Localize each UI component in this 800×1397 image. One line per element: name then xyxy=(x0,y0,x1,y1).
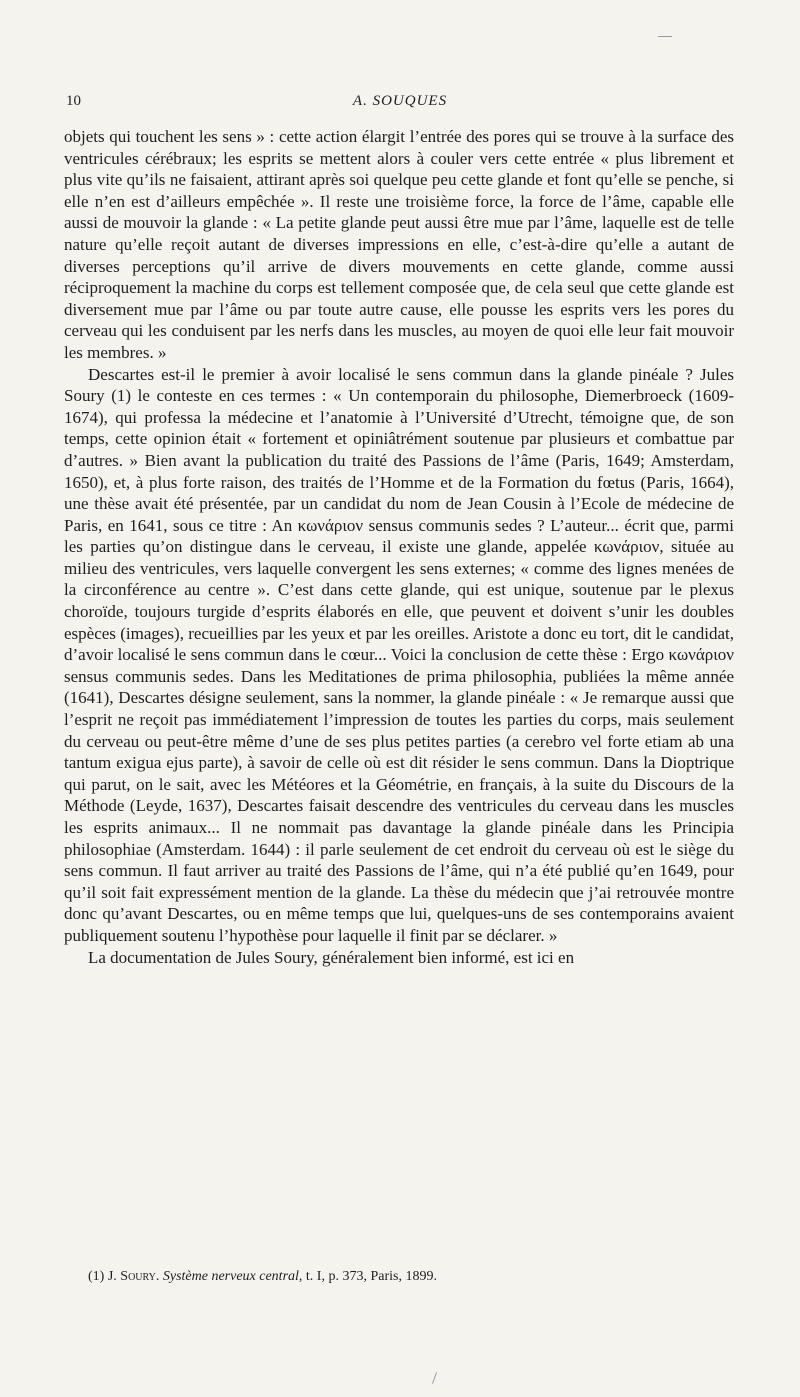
footnote-author: Soury. xyxy=(120,1269,160,1284)
footnote-title: Système nerveux central, xyxy=(162,1269,303,1284)
scan-edge-mark xyxy=(658,36,672,37)
body-text xyxy=(64,126,734,968)
paragraph-2: Descartes est-il le premier à avoir localisé le sens commun dans la glande pinéale ? Jules Soury (1) le conteste en ces termes : « Un contemporain du philosophe, Diemerbroeck (1609-1674), qui professa la médecine et l’anatomie à l’Université d’Utrecht, témoigne que, de son temps, cette opinion était « fortement et opiniâtrément soutenue par plusieurs et combattue par d’autres. » Bien avant la publication du traité des Passions de l’âme (Paris, 1649; Amsterdam, 1650), et, à plus forte raison, des traités de l’Homme et de la Formation du fœtus (Paris, 1664), une thèse avait été présentée, par un candidat du nom de Jean Cousin à l’Ecole de médecine de Paris, en 1641, sous ce titre : An κωνάριον sensus communis sedes ? L’auteur... écrit que, parmi les parties qu’on distingue dans le cerveau, il existe une glande, appelée κωνάριον, située au milieu des ventricules, vers laquelle convergent les sens externes; « comme des lignes menées de la circonférence au centre ». C’est dans cette glande, qui est unique, soutenue par le plexus choroïde, toujours turgide d’esprits élaborés en elle, que peuvent et doivent s’unir les doubles espèces (images), recueillies par les yeux et par les oreilles. Aristote a donc eu tort, dit le candidat, d’avoir localisé le sens commun dans le cœur... Voici la conclusion de cette thèse : Ergo κωνάριον sensus communis sedes. Dans les Meditationes de prima philosophia, publiées la même année (1641), Descartes désigne seulement, sans la nommer, la glande pinéale : « Je remarque aussi que l’esprit ne reçoit pas immédiatement l’impression de toutes les parties du corps, mais seulement du cerveau ou peut-être même d’une de ses plus petites parties (a cerebro vel forte etiam ab una tantum exigua ejus parte), à savoir de celle où est dit résider le sens commun. Dans la Dioptrique qui parut, on le sait, avec les Météores et la Géométrie, en français, à la suite du Discours de la Méthode (Leyde, 1637), Descartes faisait descendre des ventricules du cerveau dans les muscles les esprits animaux... Il ne nommait pas davantage la glande pinéale dans les Principia philosophiae (Amsterdam. 1644) : il parle seulement de cet endroit du cerveau où est le siège du sens commun. Il faut arriver au traité des Passions de l’âme, qui n’a été publié qu’en 1649, pour qu’il soit fait expressément mention de la glande. La thèse du médecin que j’ai retrouvée montre donc qu’avant Descartes, ou en même temps que lui, quelques-uns de ses contemporains avaient publiquement soutenu l’hypothèse pour laquelle il finit par se déclarer. » xyxy=(64,364,734,945)
footnote-marker: (1) J. xyxy=(88,1269,121,1284)
paragraph-1: objets qui touchent les sens » : cette action élargit l’entrée des pores qui se trouve à la surface des ventricules cérébraux; les esprits se mettent alors à couler vers cette entrée « plus librement et plus vite qu’ils ne faisaient, attirant après soi quelque peu cette glande et font qu’elle se penche, si elle n’en est d’ailleurs empêchée ». Il reste une troisième force, la force de l’âme, capable elle aussi de mouvoir la glande : « La petite glande peut aussi être mue par l’âme, laquelle est de telle nature qu’elle reçoit autant de diverses impressions en elle, c’est-à-dire qu’elle a autant de diverses perceptions qu’il arrive de divers mouvements en cette glande, comme aussi réciproquement la machine du corps est tellement composée que, de cela seul que cette glande est diversement mue par l’âme ou par toute autre cause, elle pousse les esprits vers les pores du cerveau qui les conduisent par les nerfs dans les muscles, au moyen de quoi elle leur fait mouvoir les membres. » xyxy=(64,127,734,362)
paragraph-3: La documentation de Jules Soury, généralement bien informé, est ici en xyxy=(88,947,575,967)
page-header xyxy=(66,93,734,115)
footnote-rest: t. I, p. 373, Paris, 1899. xyxy=(302,1269,437,1284)
running-head: A. SOUQUES xyxy=(352,93,448,109)
page-number: 10 xyxy=(66,93,81,109)
scan-bottom-mark xyxy=(432,1372,437,1384)
footnote xyxy=(88,1268,734,1286)
